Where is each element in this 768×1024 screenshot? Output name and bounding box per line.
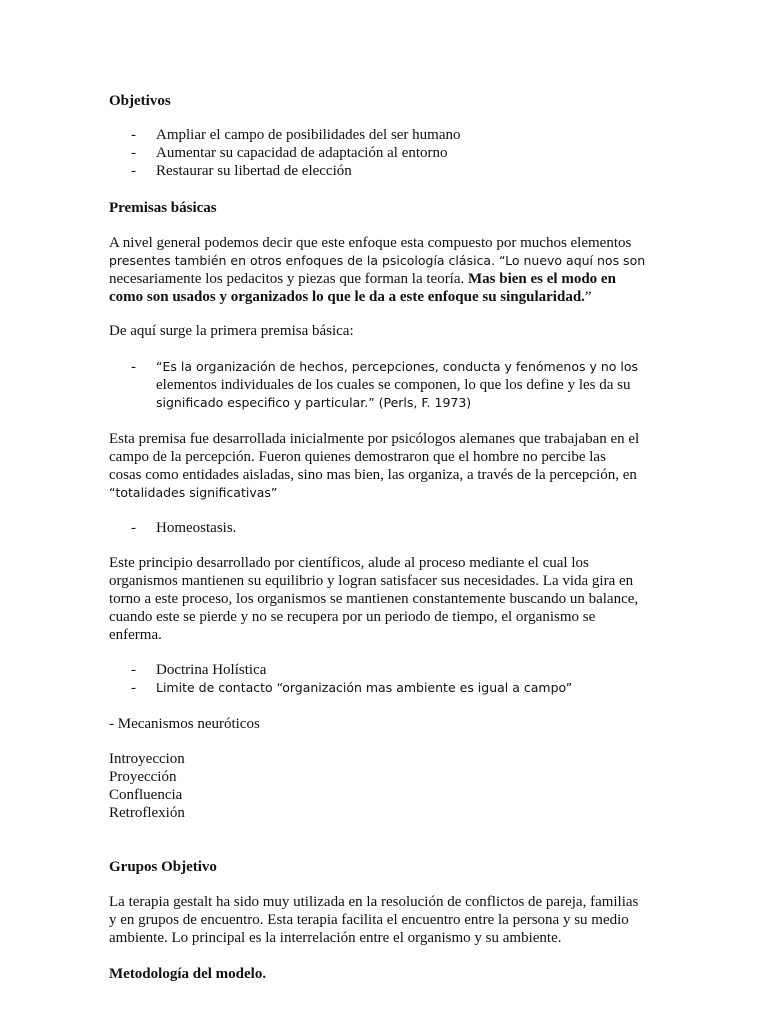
text-line: Esta premisa fue desarrollada inicialmente por psicólogos alemanes que trabajaban en el: [109, 431, 640, 447]
list-item-text: Doctrina Holística: [156, 662, 267, 678]
text-line: ambiente. Lo principal es la interrelación entre el organismo y su ambiente.: [109, 930, 562, 946]
paragraph-premisa-intro: De aquí surge la primera premisa básica:: [109, 323, 354, 339]
text-line: cosas como entidades aisladas, sino mas bien, las organiza, a través de la percepción, en: [109, 467, 637, 483]
list-item: Confluencia: [109, 787, 183, 803]
list-item: Introyeccion: [109, 751, 185, 767]
objetivos-list: [109, 126, 669, 180]
doctrina-list: [109, 661, 669, 697]
bullet-dash: -: [131, 680, 136, 696]
heading-grupos-objetivo: Grupos Objetivo: [109, 859, 217, 875]
mecanismos-label: - Mecanismos neuróticos: [109, 716, 260, 732]
text-line: organismos mantienen su equilibrio y logran satisfacer sus necesidades. La vida gira en: [109, 573, 634, 589]
bullet-dash: -: [131, 145, 136, 161]
text-line: presentes también en otros enfoques de la psicología clásica. “Lo nuevo aquí nos son: [109, 253, 646, 268]
list-item-text: Aumentar su capacidad de adaptación al entorno: [156, 145, 448, 161]
paragraph-homeostasis: [109, 554, 669, 644]
text-line: [109, 288, 669, 306]
text-line: enferma.: [109, 627, 162, 643]
text-line: A nivel general podemos decir que este enfoque esta compuesto por muchos elementos: [109, 235, 632, 251]
text-line: La terapia gestalt ha sido muy utilizada en la resolución de conflictos de pareja, familias: [109, 894, 639, 910]
list-item-text: Limite de contacto “organización mas ambiente es igual a campo”: [156, 680, 573, 695]
list-item: [109, 126, 669, 144]
text-line: “totalidades significativas”: [109, 485, 278, 500]
bold-text: como son usados y organizados lo que le da a este enfoque su singularidad.: [109, 289, 585, 305]
list-item: [109, 519, 669, 537]
bold-text: Mas bien es el modo en: [468, 271, 616, 287]
text-line: y en grupos de encuentro. Esta terapia facilita el encuentro entre la persona y su medio: [109, 912, 629, 928]
quote-line: “Es la organización de hechos, percepciones, conducta y fenómenos y no los: [156, 359, 639, 374]
quote-line: elementos individuales de los cuales se componen, lo que los define y les da su: [156, 377, 631, 393]
quote-list: [109, 358, 669, 412]
list-item: [109, 162, 669, 180]
list-item-text: Ampliar el campo de posibilidades del ser humano: [156, 127, 461, 143]
text-line: [109, 270, 669, 288]
list-item-text: Homeostasis.: [156, 520, 237, 536]
heading-objetivos: Objetivos: [109, 93, 171, 109]
bullet-dash: -: [131, 127, 136, 143]
bullet-dash: -: [131, 520, 136, 536]
homeostasis-list: [109, 519, 669, 537]
text-line: cuando este se pierde y no se recupera por un periodo de tiempo, el organismo se: [109, 609, 596, 625]
text-span: ”: [584, 289, 592, 305]
text-line: campo de la percepción. Fueron quienes demostraron que el hombre no percibe las: [109, 449, 606, 465]
list-item-text: Restaurar su libertad de elección: [156, 163, 352, 179]
list-item: [109, 679, 669, 697]
list-item: Proyección: [109, 769, 177, 785]
paragraph-grupos: [109, 893, 669, 947]
list-item: Retroflexión: [109, 805, 185, 821]
list-item: [109, 358, 669, 412]
mecanismos-list: [109, 750, 409, 822]
heading-premisas: Premisas básicas: [109, 200, 217, 216]
list-item: [109, 144, 669, 162]
heading-metodologia: Metodología del modelo.: [109, 966, 267, 982]
list-item: [109, 661, 669, 679]
bullet-dash: -: [131, 163, 136, 179]
text-line: torno a este proceso, los organismos se mantienen constantemente buscando un balance,: [109, 591, 639, 607]
bullet-dash: -: [131, 662, 136, 678]
paragraph-percepcion: [109, 430, 669, 502]
text-span: necesariamente los pedacitos y piezas que forman la teoría.: [109, 271, 469, 287]
text-line: Este principio desarrollado por científicos, alude al proceso mediante el cual los: [109, 555, 589, 571]
bullet-dash: -: [131, 359, 136, 375]
paragraph-premisas-intro: [109, 234, 669, 306]
quote-line: significado especifico y particular.” (Perls, F. 1973): [156, 395, 472, 410]
